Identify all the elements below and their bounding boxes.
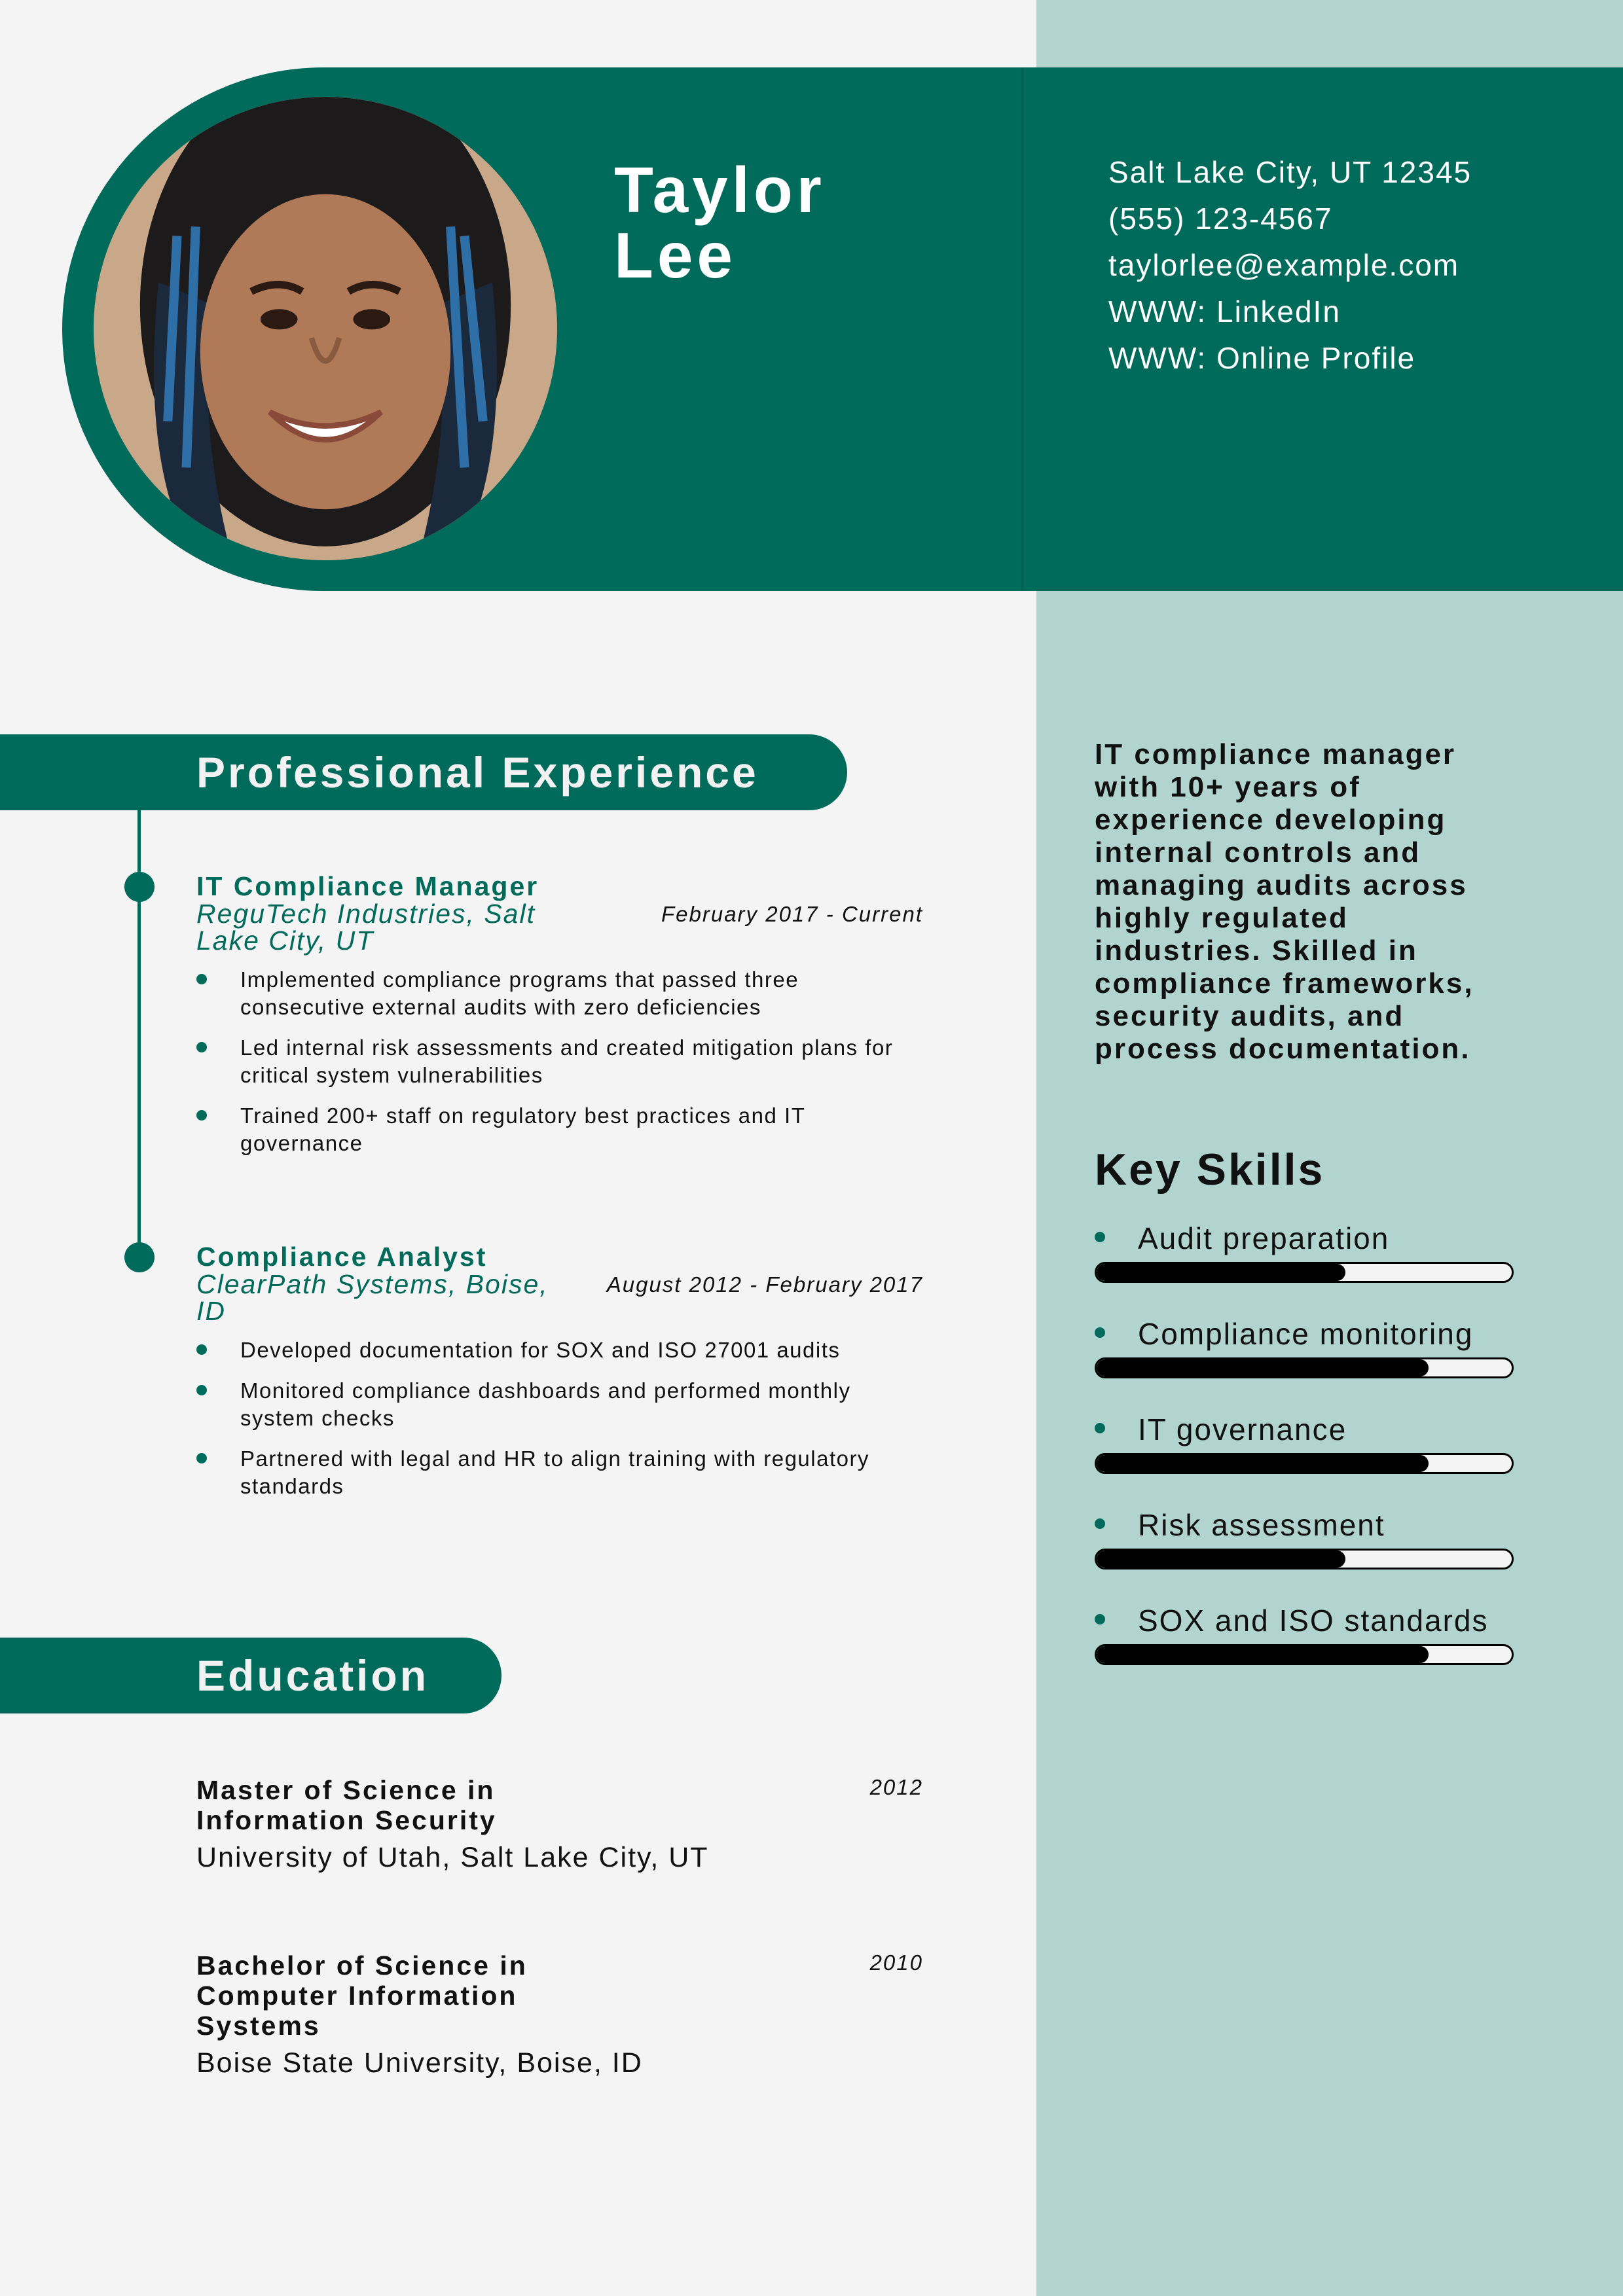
bullet-item [196, 1377, 923, 1432]
skill-level-fill [1097, 1264, 1345, 1281]
skill-level-fill [1097, 1455, 1429, 1472]
profile-photo [94, 97, 557, 560]
job-title: Compliance Analyst [196, 1242, 488, 1272]
bullet-text: Trained 200+ staff on regulatory best practices and IT governance [240, 1103, 805, 1155]
edu-year: 2012 [869, 1775, 923, 1799]
skill-level-bar [1095, 1453, 1514, 1474]
header-divider [1021, 67, 1023, 591]
bullet-item [196, 966, 923, 1021]
contact-profile-link[interactable]: WWW: Online Profile [1108, 341, 1416, 375]
bullet-dot-icon [196, 1110, 207, 1121]
job-entry [196, 872, 923, 1170]
job-title: IT Compliance Manager [196, 871, 539, 901]
job-company: ClearPath Systems, Boise, ID [196, 1269, 549, 1326]
last-name: Lee [614, 219, 737, 291]
skill-item [1095, 1317, 1514, 1395]
skill-level-bar [1095, 1262, 1514, 1283]
skill-item [1095, 1221, 1514, 1300]
skill-level-fill [1097, 1551, 1345, 1568]
bullet-text: Implemented compliance programs that passed three consecutive external audits with zero deficiencies [240, 967, 799, 1019]
skill-label: SOX and ISO standards [1138, 1604, 1489, 1638]
bullet-text: Partnered with legal and HR to align training with regulatory standards [240, 1446, 869, 1498]
skill-level-fill [1097, 1359, 1429, 1376]
education-entry [196, 1775, 923, 1877]
edu-year: 2010 [869, 1950, 923, 1975]
skill-level-bar [1095, 1357, 1514, 1378]
job-bullets [196, 1336, 923, 1500]
experience-heading: Professional Experience [0, 734, 847, 810]
bullet-dot-icon [196, 1042, 207, 1052]
bullet-item [196, 1445, 923, 1500]
skill-label: Audit preparation [1138, 1221, 1390, 1255]
bullet-item [196, 1034, 923, 1089]
edu-degree: Bachelor of Science in Computer Information Systems [196, 1950, 528, 2041]
skill-dot-icon [1095, 1232, 1105, 1242]
portrait-illustration [94, 97, 557, 560]
edu-degree: Master of Science in Information Security [196, 1775, 497, 1835]
edu-school: Boise State University, Boise, ID [196, 2047, 643, 2079]
skill-label: Risk assessment [1138, 1508, 1385, 1542]
skill-dot-icon [1095, 1614, 1105, 1624]
contact-info [1108, 149, 1606, 382]
bullet-dot-icon [196, 1344, 207, 1355]
job-dates: February 2017 - Current [661, 902, 923, 926]
first-name: Taylor [614, 154, 826, 226]
job-entry [196, 1242, 923, 1513]
skill-dot-icon [1095, 1518, 1105, 1529]
skill-dot-icon [1095, 1423, 1105, 1433]
skill-label: Compliance monitoring [1138, 1317, 1474, 1351]
bullet-item [196, 1102, 923, 1157]
skill-level-bar [1095, 1644, 1514, 1665]
skills-heading: Key Skills [1095, 1145, 1325, 1194]
job-dates: August 2012 - February 2017 [606, 1272, 923, 1297]
skill-item [1095, 1508, 1514, 1587]
skill-label: IT governance [1138, 1412, 1347, 1446]
contact-phone: (555) 123-4567 [1108, 202, 1333, 236]
edu-school: University of Utah, Salt Lake City, UT [196, 1842, 709, 1873]
skill-dot-icon [1095, 1327, 1105, 1338]
professional-summary: IT compliance manager with 10+ years of experience developing internal controls and managing audits across highly regulated industries. Skilled in compliance frameworks, security audits, and process documentation. [1095, 738, 1474, 1065]
bullet-text: Monitored compliance dashboards and performed monthly system checks [240, 1378, 851, 1430]
contact-address: Salt Lake City, UT 12345 [1108, 155, 1472, 189]
contact-linkedin-link[interactable]: WWW: LinkedIn [1108, 295, 1341, 329]
skill-item [1095, 1412, 1514, 1491]
timeline-dot [124, 1242, 155, 1272]
bullet-item [196, 1336, 923, 1364]
skill-item [1095, 1604, 1514, 1682]
bullet-dot-icon [196, 1385, 207, 1395]
bullet-text: Developed documentation for SOX and ISO 27001 audits [240, 1338, 841, 1362]
education-entry [196, 1950, 923, 2083]
job-bullets [196, 966, 923, 1157]
bullet-dot-icon [196, 974, 207, 984]
bullet-text: Led internal risk assessments and created mitigation plans for critical system vulnerabilities [240, 1035, 894, 1087]
skill-level-fill [1097, 1646, 1429, 1663]
bullet-dot-icon [196, 1453, 207, 1463]
contact-email[interactable]: taylorlee@example.com [1108, 248, 1460, 282]
job-company: ReguTech Industries, Salt Lake City, UT [196, 899, 536, 956]
timeline-dot [124, 872, 155, 902]
candidate-name [614, 154, 1007, 291]
skill-level-bar [1095, 1549, 1514, 1570]
education-heading: Education [0, 1638, 501, 1713]
